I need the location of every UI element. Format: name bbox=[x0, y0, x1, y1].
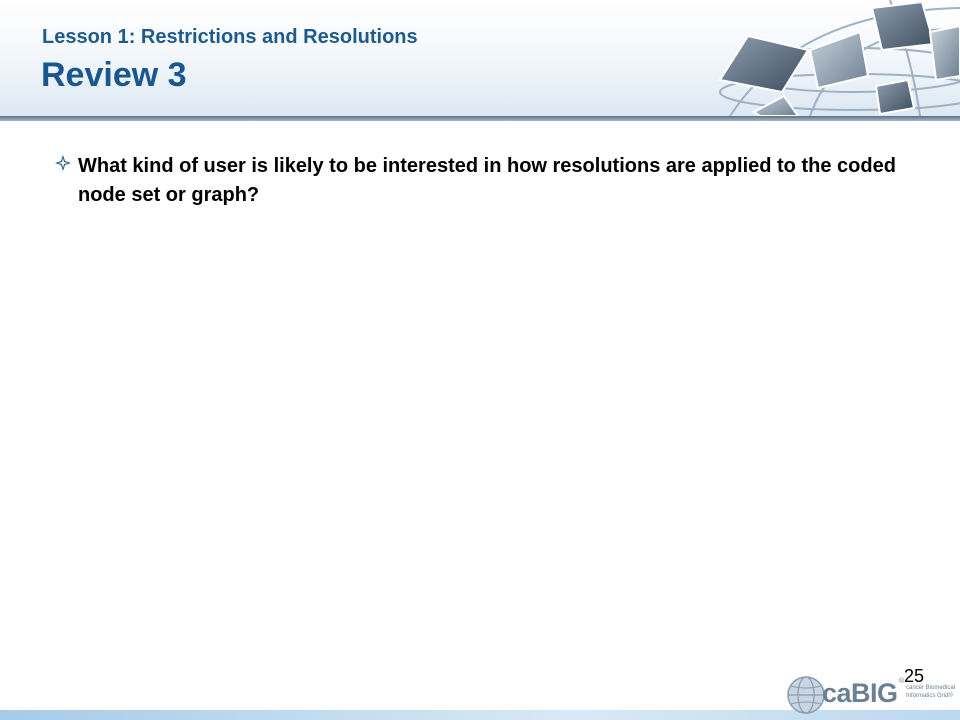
bullet-item bbox=[48, 152, 918, 210]
lesson-subtitle: Lesson 1: Restrictions and Resolutions bbox=[42, 26, 418, 48]
cabig-logo bbox=[786, 672, 960, 718]
globe-collage-image bbox=[690, 0, 960, 116]
logo-registered-mark: ® bbox=[899, 678, 905, 685]
header-divider bbox=[0, 116, 960, 121]
logo-tagline: cancer Biomedical Informatics Grid® bbox=[906, 685, 956, 699]
slide-header bbox=[0, 0, 960, 116]
slide-title: Review 3 bbox=[41, 56, 187, 94]
bullet-text: What kind of user is likely to be interested in how resolutions are applied to the coded node set or graph? bbox=[78, 155, 896, 206]
four-point-star-bullet-icon bbox=[48, 155, 78, 171]
globe-icon bbox=[786, 675, 826, 715]
logo-wordmark: caBIG bbox=[822, 678, 898, 708]
page-number: 25 bbox=[904, 666, 925, 686]
